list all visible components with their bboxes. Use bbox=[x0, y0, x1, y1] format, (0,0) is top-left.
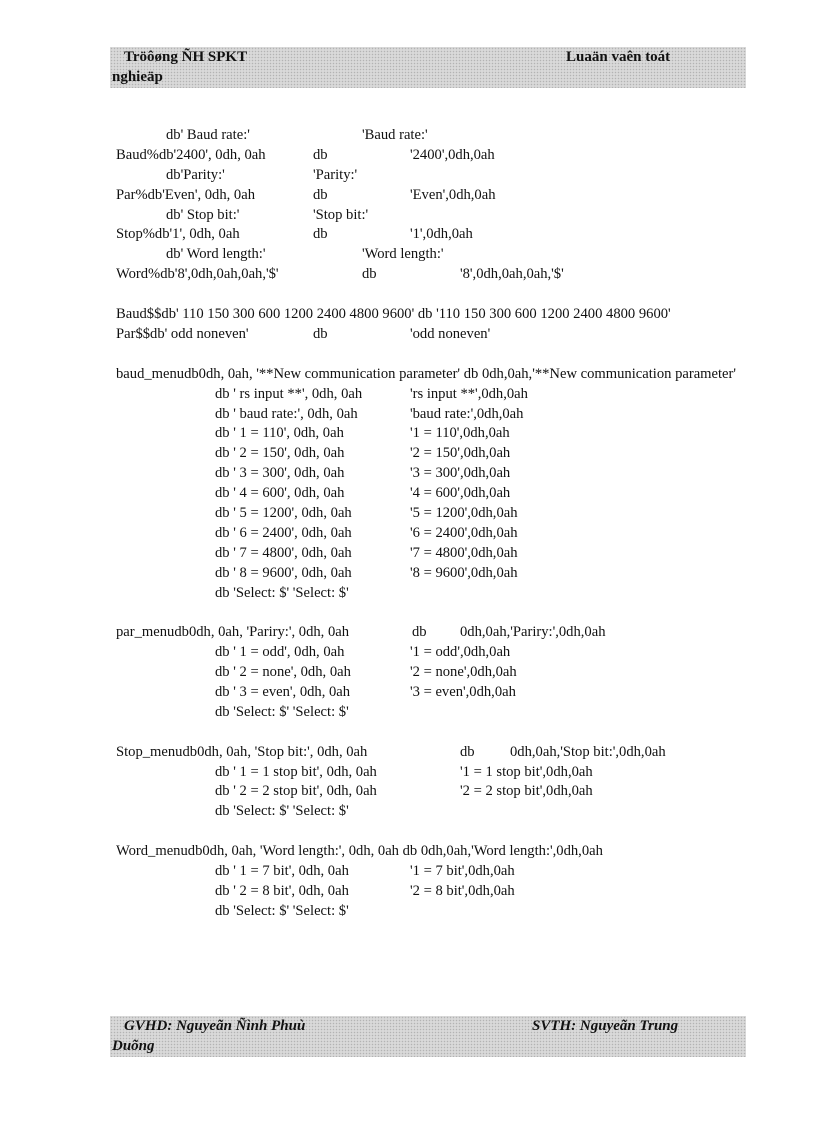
code-line: par_menudb0dh, 0ah, 'Pariry:', 0dh, 0ah db 0dh,0ah,'Pariry:',0dh,0ah bbox=[116, 624, 606, 641]
code-line: db ' 1 = odd', 0dh, 0ah '1 = odd',0dh,0ah bbox=[215, 644, 511, 661]
code-line: db'Parity:' 'Parity:' bbox=[166, 166, 358, 183]
code-line: db ' 2 = 2 stop bit', 0dh, 0ah '2 = 2 stop bit',0dh,0ah bbox=[215, 783, 593, 800]
code-line: db 'Select: $' 'Select: $' bbox=[215, 703, 349, 720]
code-line: db 'Select: $' 'Select: $' bbox=[215, 902, 349, 919]
code-line: Baud$$db' 110 150 300 600 1200 2400 4800 9600' db '110 150 300 600 1200 2400 4800 9600' bbox=[116, 306, 671, 323]
code-line: db ' 5 = 1200', 0dh, 0ah '5 = 1200',0dh,0ah bbox=[215, 504, 518, 521]
header-title: Luaän vaên toát bbox=[566, 49, 671, 65]
code-line: Word%db'8',0dh,0ah,0ah,'$' db '8',0dh,0ah,0ah,'$' bbox=[116, 266, 564, 283]
code-line: db ' 2 = 8 bit', 0dh, 0ah '2 = 8 bit',0dh,0ah bbox=[215, 882, 515, 899]
code-line: db ' 8 = 9600', 0dh, 0ah '8 = 9600',0dh,0ah bbox=[215, 564, 518, 581]
code-line: db ' 3 = even', 0dh, 0ah '3 = even',0dh,0ah bbox=[215, 683, 516, 700]
code-line: db ' 6 = 2400', 0dh, 0ah '6 = 2400',0dh,0ah bbox=[215, 524, 518, 541]
code-line: db ' 1 = 7 bit', 0dh, 0ah '1 = 7 bit',0dh,0ah bbox=[215, 863, 515, 879]
code-line: db' Baud rate:' 'Baud rate:' bbox=[166, 127, 428, 143]
code-line: Stop%db'1', 0dh, 0ah db '1',0dh,0ah bbox=[116, 226, 473, 243]
footer-advisor: GVHD: Nguyeãn Ñình Phuù bbox=[124, 1018, 306, 1034]
code-line: db' Word length:' 'Word length:' bbox=[166, 246, 444, 263]
code-line: db ' 4 = 600', 0dh, 0ah '4 = 600',0dh,0ah bbox=[215, 485, 511, 502]
code-line: Baud%db'2400', 0dh, 0ah db '2400',0dh,0ah bbox=[116, 146, 495, 163]
code-line: db ' 7 = 4800', 0dh, 0ah '7 = 4800',0dh,0ah bbox=[215, 544, 518, 561]
code-line: db ' baud rate:', 0dh, 0ah 'baud rate:',0dh,0ah bbox=[215, 405, 524, 422]
code-line: db ' 2 = 150', 0dh, 0ah '2 = 150',0dh,0ah bbox=[215, 445, 511, 462]
code-line: db ' 3 = 300', 0dh, 0ah '3 = 300',0dh,0ah bbox=[215, 465, 511, 482]
page-footer bbox=[110, 1016, 746, 1057]
header-title-continuation: nghieäp bbox=[112, 69, 163, 85]
header-school: Tröôøng ÑH SPKT bbox=[124, 49, 248, 65]
code-line: Word_menudb0dh, 0ah, 'Word length:', 0dh, 0ah db 0dh,0ah,'Word length:',0dh,0ah bbox=[116, 843, 603, 860]
code-line: db' Stop bit:' 'Stop bit:' bbox=[166, 206, 369, 223]
code-line: db ' 1 = 1 stop bit', 0dh, 0ah '1 = 1 stop bit',0dh,0ah bbox=[215, 763, 593, 780]
page-header bbox=[110, 47, 746, 88]
footer-student-continuation: Duõng bbox=[112, 1038, 155, 1054]
code-line: db 'Select: $' 'Select: $' bbox=[215, 803, 349, 820]
code-line: db ' 1 = 110', 0dh, 0ah '1 = 110',0dh,0ah bbox=[215, 425, 510, 442]
code-line: Par%db'Even', 0dh, 0ah db 'Even',0dh,0ah bbox=[116, 186, 496, 203]
code-line: Stop_menudb0dh, 0ah, 'Stop bit:', 0dh, 0ah db 0dh,0ah,'Stop bit:',0dh,0ah bbox=[116, 743, 666, 760]
footer-student: SVTH: Nguyeãn Trung bbox=[532, 1018, 679, 1034]
code-listing bbox=[116, 126, 756, 922]
code-line: Par$$db' odd noneven' db 'odd noneven' bbox=[116, 325, 491, 342]
code-line: db ' rs input **', 0dh, 0ah 'rs input **',0dh,0ah bbox=[215, 385, 528, 402]
code-line: db 'Select: $' 'Select: $' bbox=[215, 584, 349, 601]
code-line: baud_menudb0dh, 0ah, '**New communication parameter' db 0dh,0ah,'**New communication parameter' bbox=[116, 365, 737, 382]
code-line: db ' 2 = none', 0dh, 0ah '2 = none',0dh,0ah bbox=[215, 664, 517, 681]
